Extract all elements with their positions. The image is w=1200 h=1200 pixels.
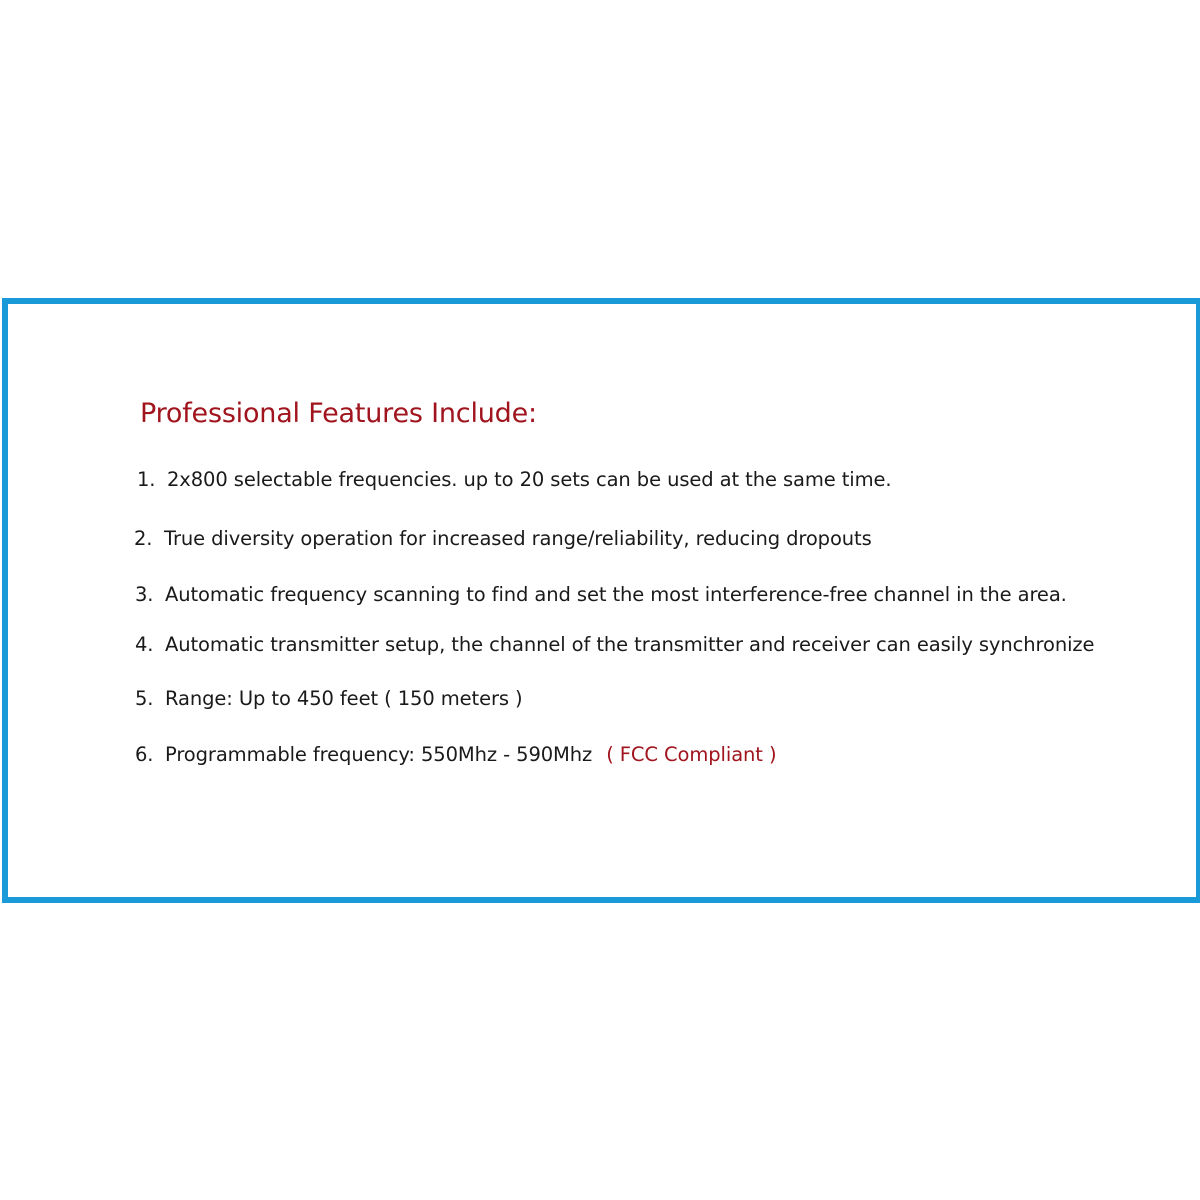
features-box <box>2 298 1200 903</box>
feature-text: True diversity operation for increased range/reliability, reducing dropouts <box>164 527 872 550</box>
fcc-compliance-note: ( FCC Compliant ) <box>606 743 777 766</box>
feature-item-2 <box>134 529 872 549</box>
feature-text: 2x800 selectable frequencies. up to 20 sets can be used at the same time. <box>167 468 892 491</box>
feature-text: Automatic frequency scanning to find and set the most interference-free channel in the area. <box>165 583 1067 606</box>
feature-text: Programmable frequency: 550Mhz - 590Mhz <box>165 743 593 766</box>
features-heading: Professional Features Include: <box>140 398 537 429</box>
feature-item-4 <box>135 635 1094 655</box>
feature-number: 6. <box>135 743 154 766</box>
feature-text: Range: Up to 450 feet ( 150 meters ) <box>165 687 523 710</box>
feature-number: 3. <box>135 583 154 606</box>
feature-number: 2. <box>134 527 153 550</box>
feature-item-1 <box>137 470 892 490</box>
feature-number: 5. <box>135 687 154 710</box>
feature-item-5 <box>135 689 523 709</box>
feature-text: Automatic transmitter setup, the channel of the transmitter and receiver can easily synchronize <box>165 633 1095 656</box>
feature-item-6 <box>135 745 776 765</box>
feature-number: 4. <box>135 633 154 656</box>
feature-item-3 <box>135 585 1067 605</box>
feature-number: 1. <box>137 468 156 491</box>
